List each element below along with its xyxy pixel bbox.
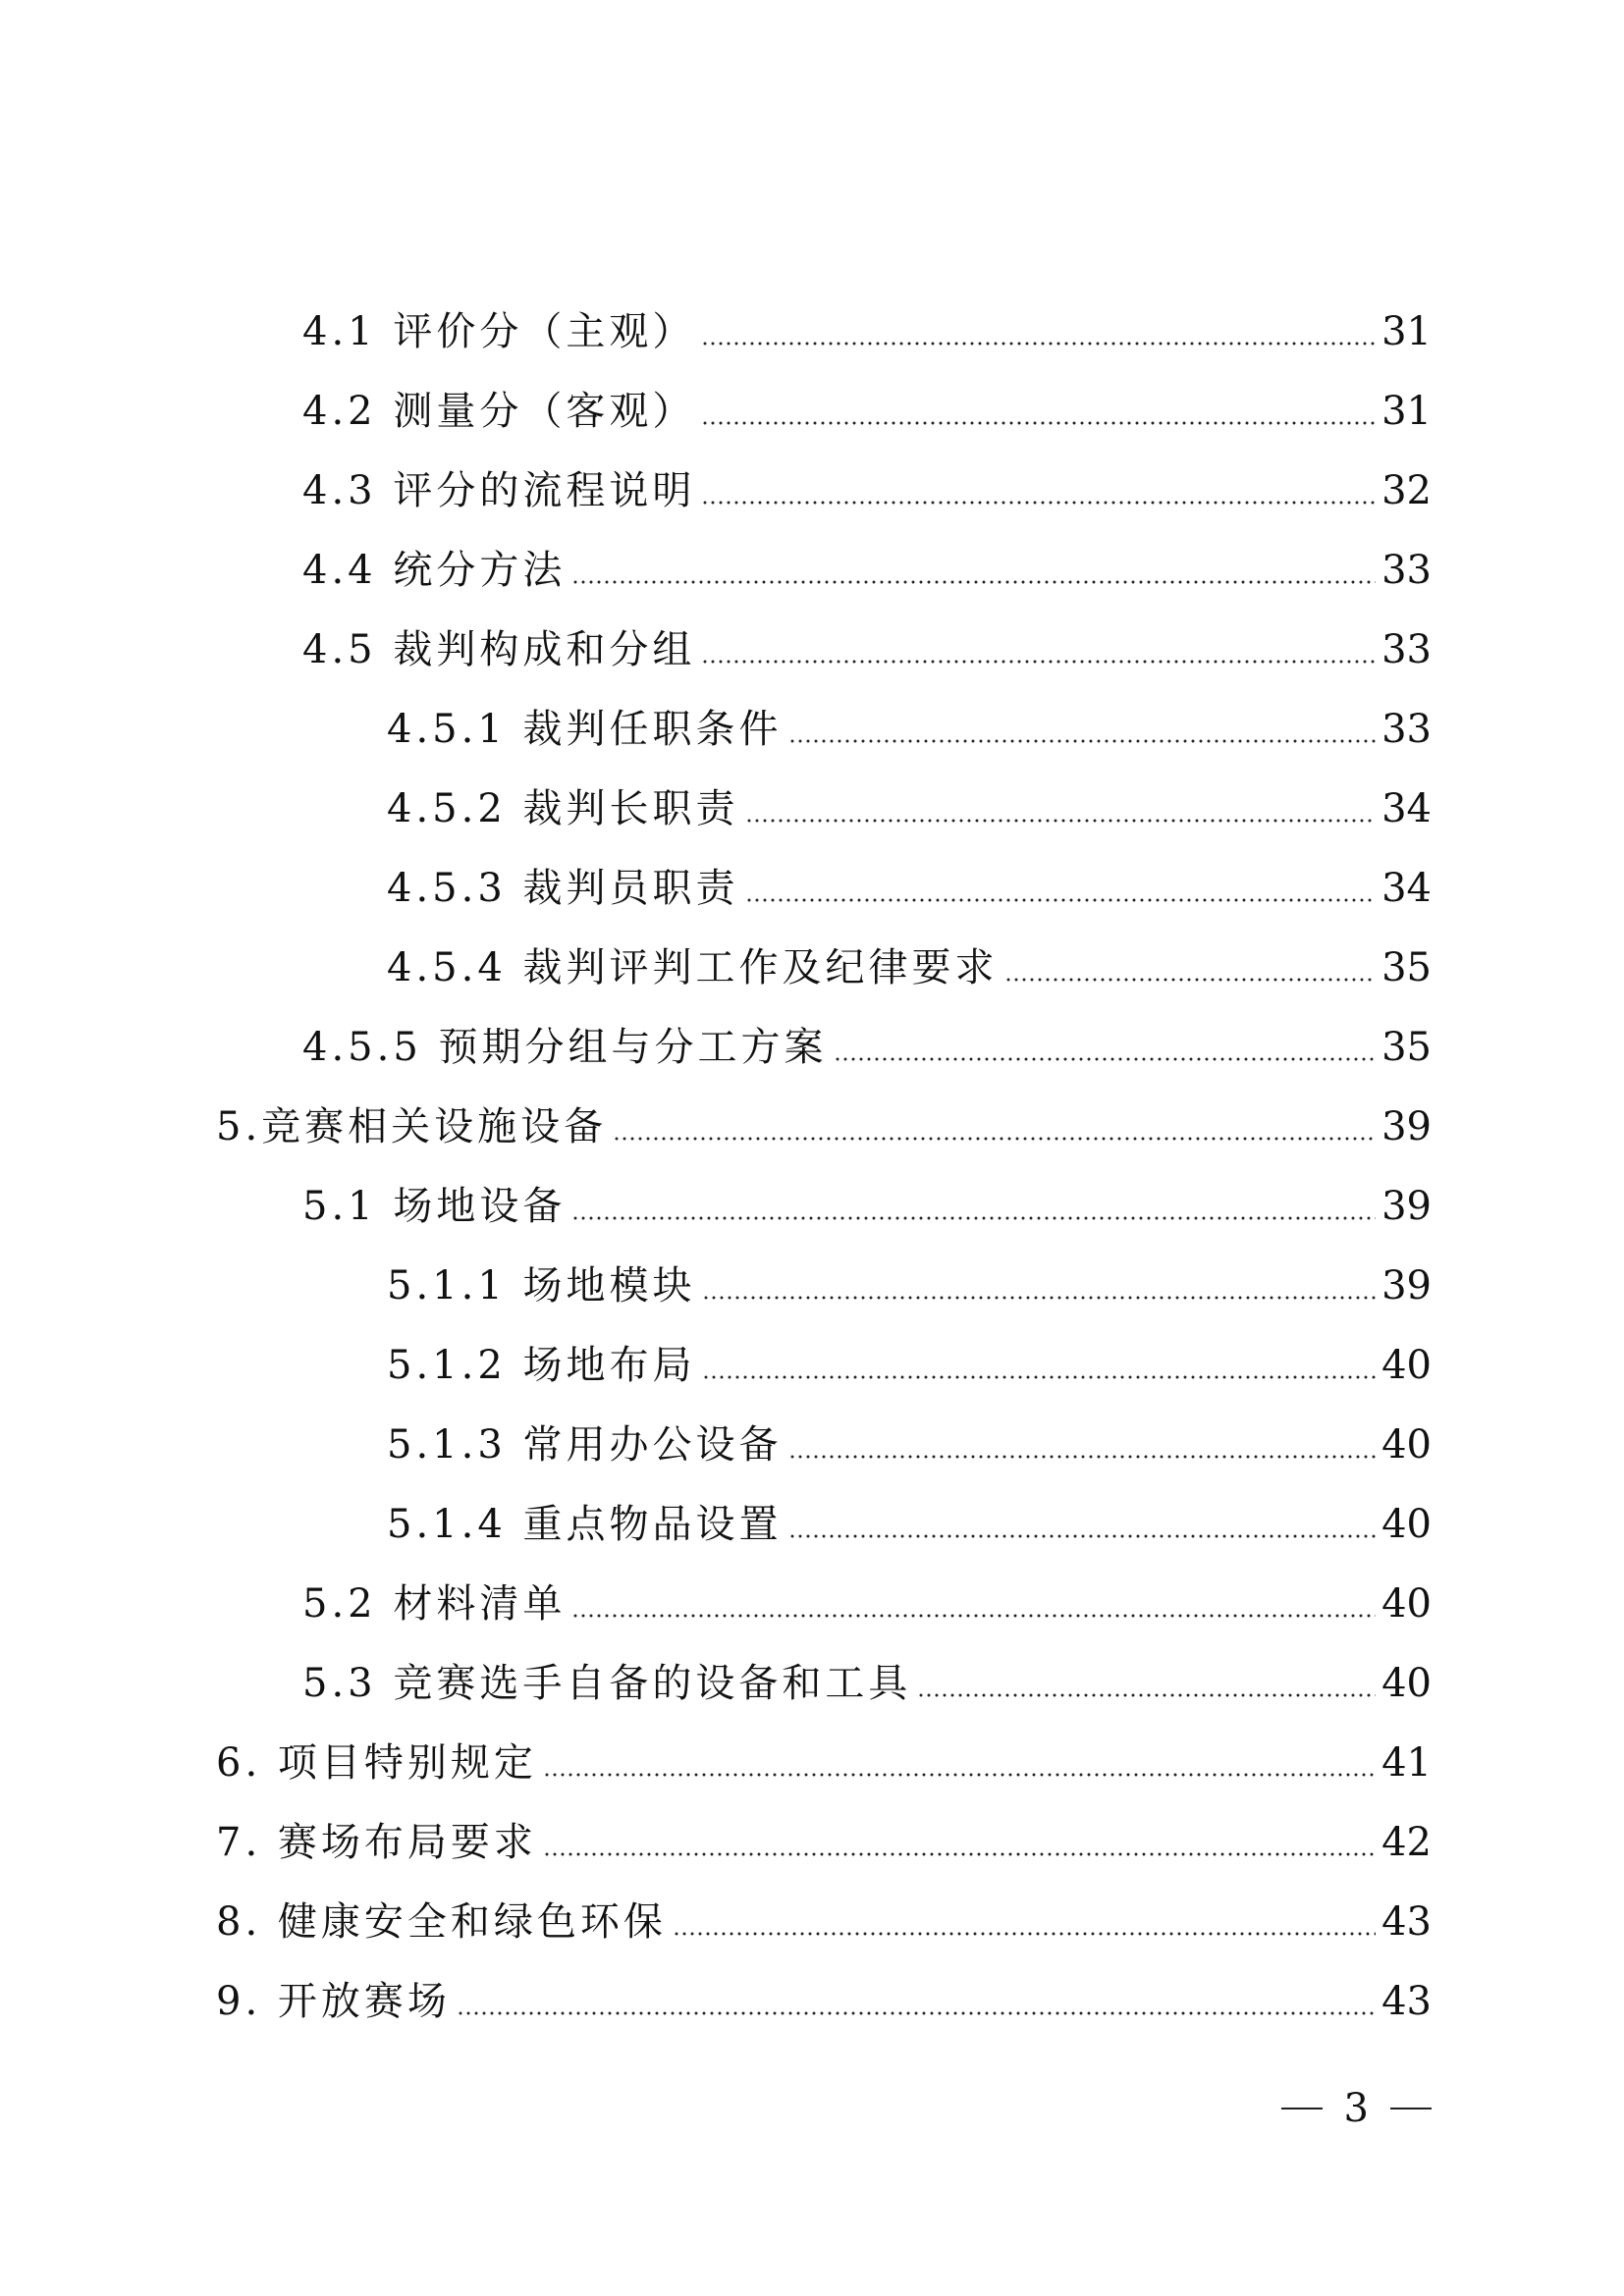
- toc-entry-page: 33: [1381, 627, 1432, 672]
- toc-entry-label: 5.1.1 场地模块: [387, 1263, 696, 1308]
- toc-entry-label: 5.1 场地设备: [302, 1184, 567, 1229]
- toc-entry-label: 4.2 测量分（客观）: [302, 389, 696, 434]
- toc-entry-page: 41: [1381, 1740, 1432, 1786]
- toc-entry-label: 4.5.3 裁判员职责: [387, 866, 739, 911]
- toc-entry-page: 40: [1381, 1661, 1432, 1706]
- dot-leader: [571, 1216, 1376, 1220]
- toc-entry: [302, 537, 1432, 596]
- dot-leader: [917, 1693, 1376, 1697]
- toc-entry-page: 33: [1381, 548, 1432, 593]
- toc-entry: [216, 1094, 1432, 1152]
- toc-entry-label: 4.5 裁判构成和分组: [302, 627, 696, 672]
- toc-entry: [302, 1173, 1432, 1232]
- dot-leader: [745, 898, 1377, 902]
- footer-dash-right: [1390, 2108, 1432, 2109]
- toc-entry: [387, 775, 1432, 834]
- dot-leader: [701, 421, 1376, 425]
- toc-entry-label: 4.5.1 裁判任职条件: [387, 707, 783, 752]
- toc-entry: [302, 457, 1432, 516]
- dot-leader: [702, 1296, 1377, 1300]
- dot-leader: [701, 501, 1376, 505]
- toc-entry-page: 40: [1381, 1581, 1432, 1627]
- toc-entry: [302, 1571, 1432, 1629]
- toc-entry: [302, 616, 1432, 675]
- toc-entry-page: 42: [1381, 1820, 1432, 1865]
- toc-entry: [387, 696, 1432, 755]
- toc-entry-page: 35: [1381, 945, 1432, 990]
- dot-leader: [673, 1932, 1376, 1936]
- toc-entry-label: 5.1.2 场地布局: [387, 1343, 696, 1388]
- dot-leader: [457, 2011, 1376, 2015]
- dot-leader: [543, 1773, 1376, 1777]
- footer-dash-left: [1281, 2108, 1323, 2109]
- toc-entry: [387, 1253, 1432, 1311]
- toc-entry-page: 35: [1381, 1025, 1432, 1070]
- toc-entry-label: 4.5.2 裁判长职责: [387, 786, 739, 831]
- toc-entry-label: 4.4 统分方法: [302, 548, 567, 593]
- toc-entry-page: 43: [1381, 1979, 1432, 2024]
- toc-entry: [302, 298, 1432, 357]
- toc-entry: [302, 378, 1432, 437]
- toc-entry-label: 9. 开放赛场: [216, 1979, 451, 2024]
- toc-entry-label: 5.竞赛相关设施设备: [216, 1104, 608, 1149]
- toc-entry-label: 5.2 材料清单: [302, 1581, 567, 1627]
- toc-entry-label: 5.1.4 重点物品设置: [387, 1502, 783, 1547]
- toc-entry: [387, 1412, 1432, 1470]
- toc-entry: [216, 1889, 1432, 1948]
- toc-entry-page: 40: [1381, 1343, 1432, 1388]
- toc-entry: [387, 1491, 1432, 1550]
- toc-entry-page: 40: [1381, 1502, 1432, 1547]
- dot-leader: [745, 819, 1377, 823]
- toc-entry-label: 5.3 竞赛选手自备的设备和工具: [302, 1661, 912, 1706]
- toc-entry-page: 34: [1381, 786, 1432, 831]
- toc-entry-label: 6. 项目特别规定: [216, 1740, 537, 1786]
- toc-entry-label: 4.1 评价分（主观）: [302, 309, 696, 354]
- toc-entry: [387, 1332, 1432, 1391]
- dot-leader: [1004, 978, 1377, 982]
- toc-entry-label: 4.5.4 裁判评判工作及纪律要求: [387, 945, 999, 990]
- dot-leader: [788, 1534, 1377, 1538]
- dot-leader: [702, 1375, 1377, 1379]
- toc-entry-page: 43: [1381, 1899, 1432, 1945]
- dot-leader: [571, 580, 1376, 584]
- toc-entry-page: 32: [1381, 468, 1432, 513]
- toc-entry-page: 40: [1381, 1422, 1432, 1468]
- dot-leader: [613, 1137, 1376, 1141]
- toc-entry-page: 34: [1381, 866, 1432, 911]
- toc-entry: [216, 1968, 1432, 2027]
- toc-entry-label: 4.5.5 预期分组与分工方案: [302, 1025, 828, 1070]
- toc-entry-label: 7. 赛场布局要求: [216, 1820, 537, 1865]
- toc-entry: [387, 855, 1432, 914]
- toc-entry: [216, 1730, 1432, 1789]
- toc-entry: [302, 1650, 1432, 1709]
- toc-entry: [387, 934, 1432, 993]
- dot-leader: [571, 1614, 1376, 1618]
- toc-entry-page: 31: [1381, 389, 1432, 434]
- toc-entry-page: 39: [1381, 1263, 1432, 1308]
- page-number: 3: [1343, 2086, 1369, 2131]
- toc-entry-page: 33: [1381, 707, 1432, 752]
- toc-entry: [216, 1809, 1432, 1868]
- toc-entry-page: 31: [1381, 309, 1432, 354]
- toc-entry-page: 39: [1381, 1184, 1432, 1229]
- dot-leader: [788, 739, 1377, 743]
- toc-entry-label: 8. 健康安全和绿色环保: [216, 1899, 667, 1945]
- dot-leader: [543, 1852, 1376, 1856]
- toc-entry: [302, 1014, 1432, 1073]
- toc-entry-label: 5.1.3 常用办公设备: [387, 1422, 783, 1468]
- dot-leader: [701, 342, 1376, 346]
- dot-leader: [701, 660, 1376, 664]
- dot-leader: [834, 1057, 1377, 1061]
- dot-leader: [788, 1455, 1377, 1459]
- toc-entry-page: 39: [1381, 1104, 1432, 1149]
- page-footer: [1281, 2083, 1432, 2134]
- toc-entry-label: 4.3 评分的流程说明: [302, 468, 696, 513]
